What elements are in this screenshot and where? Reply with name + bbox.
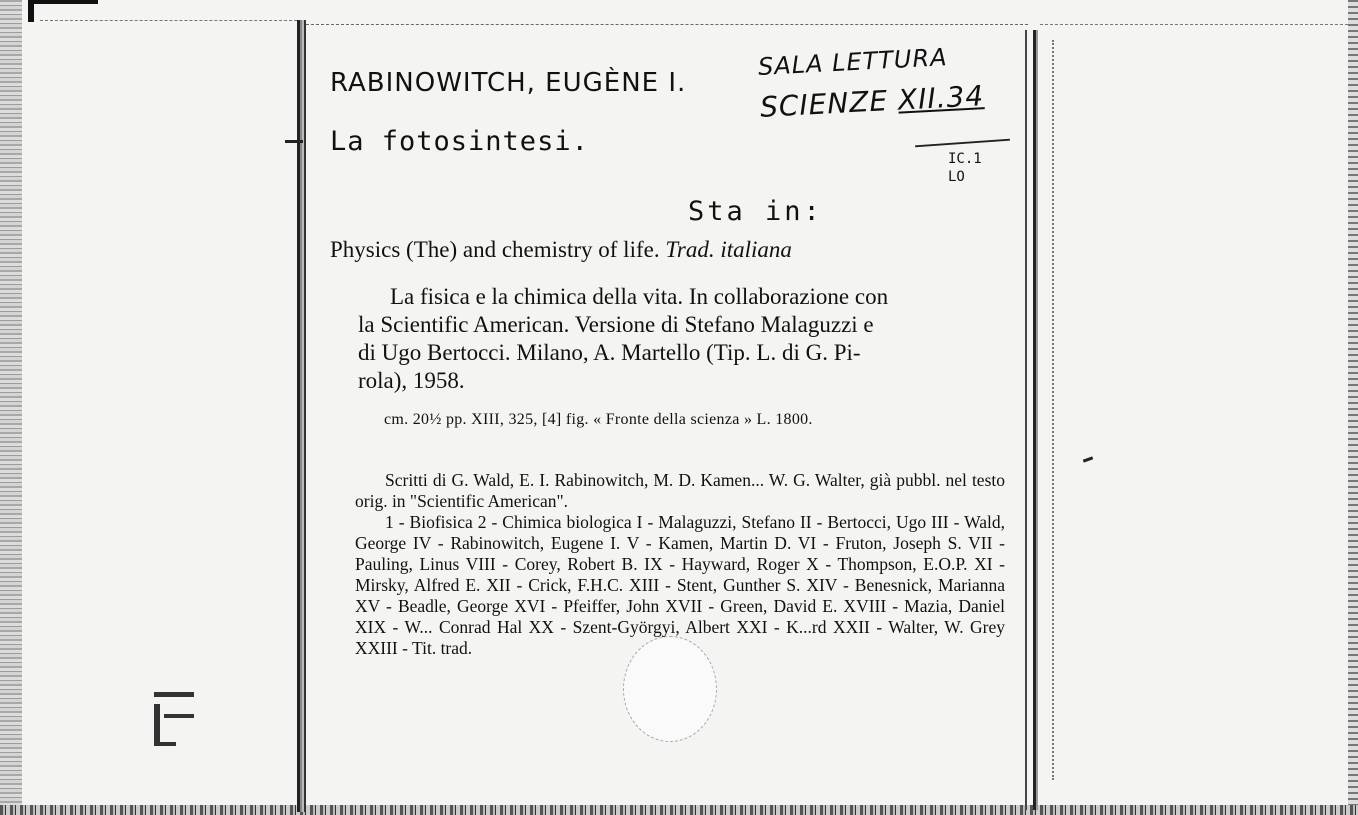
scan-right-edge bbox=[1348, 0, 1358, 815]
card-author: RABINOWITCH, EUGÈNE I. bbox=[330, 68, 687, 98]
dashed-line-top-right bbox=[1040, 24, 1348, 25]
small-code-1: IC.1 bbox=[948, 151, 982, 167]
dashed-line-top-left bbox=[40, 20, 302, 21]
notes-block bbox=[355, 470, 1005, 659]
notes-subject-entries: 1 - Biofisica 2 - Chimica biologica I - Malaguzzi, Stefano II - Bertocci, Ugo III - Wald, George IV - Rabinowitch, Eugene I. V - Kamen, Martin D. VI - Fruton, Joseph S. VII - Pauling, Linus VIII - Corey, Robert B. IX - Hayward, Roger X - Thompson, E.O.P. XI - Mirsky, Alfred E. XII - Crick, F.H.C. XIII - Stent, Gunther S. XIV - Benesnick, Marianna XV - Beadle, George XVI - Pfeiffer, John XVII - Green, David E. XVIII - Mazia, Daniel XIX - W... Conrad Hal XX - Szent-Györgyi, Albert XXI - K...rd XXII - Walter, W. Grey XXIII - Tit. trad. bbox=[355, 512, 1005, 658]
collection-translation: Trad. italiana bbox=[665, 237, 792, 262]
collation-line: cm. 20½ pp. XIII, 325, [4] fig. « Fronte della scienza » L. 1800. bbox=[384, 411, 813, 428]
handwritten-location-section: SCIENZE bbox=[759, 84, 889, 124]
stray-mark bbox=[1083, 456, 1093, 462]
card-left-border bbox=[297, 20, 307, 812]
handwritten-underline bbox=[915, 139, 1010, 148]
dotted-margin-right bbox=[1052, 40, 1064, 780]
margin-stamp-mark bbox=[150, 692, 196, 748]
card-right-border bbox=[1025, 30, 1043, 810]
card-title: La fotosintesi. bbox=[330, 126, 589, 157]
card-top-border bbox=[306, 24, 1028, 25]
in-label: Sta in: bbox=[688, 196, 823, 227]
scan-left-edge bbox=[0, 0, 22, 815]
description-paragraph bbox=[358, 283, 1018, 395]
notes-contributors: Scritti di G. Wald, E. I. Rabinowitch, M. D. Kamen... W. G. Walter, già pubbl. nel testo orig. in "Scientific American". bbox=[355, 470, 1005, 511]
description-line: la Scientific American. Versione di Stefano Malaguzzi e bbox=[358, 312, 874, 337]
description-line: rola), 1958. bbox=[358, 368, 465, 393]
handwritten-location-line-2 bbox=[759, 79, 985, 124]
small-code-2: LO bbox=[948, 169, 965, 185]
description-line: La fisica e la chimica della vita. In collaborazione con bbox=[390, 284, 889, 309]
margin-tick-mark bbox=[285, 140, 303, 143]
handwritten-location-line-1: SALA LETTURA bbox=[757, 43, 949, 81]
scan-bottom-edge bbox=[0, 805, 1358, 815]
collection-heading bbox=[330, 238, 792, 261]
handwritten-shelfmark: XII.34 bbox=[897, 79, 985, 117]
collection-title: Physics (The) and chemistry of life. bbox=[330, 237, 660, 262]
description-line: di Ugo Bertocci. Milano, A. Martello (Tip. L. di G. Pi- bbox=[358, 340, 861, 365]
scan-top-mark bbox=[28, 0, 98, 4]
